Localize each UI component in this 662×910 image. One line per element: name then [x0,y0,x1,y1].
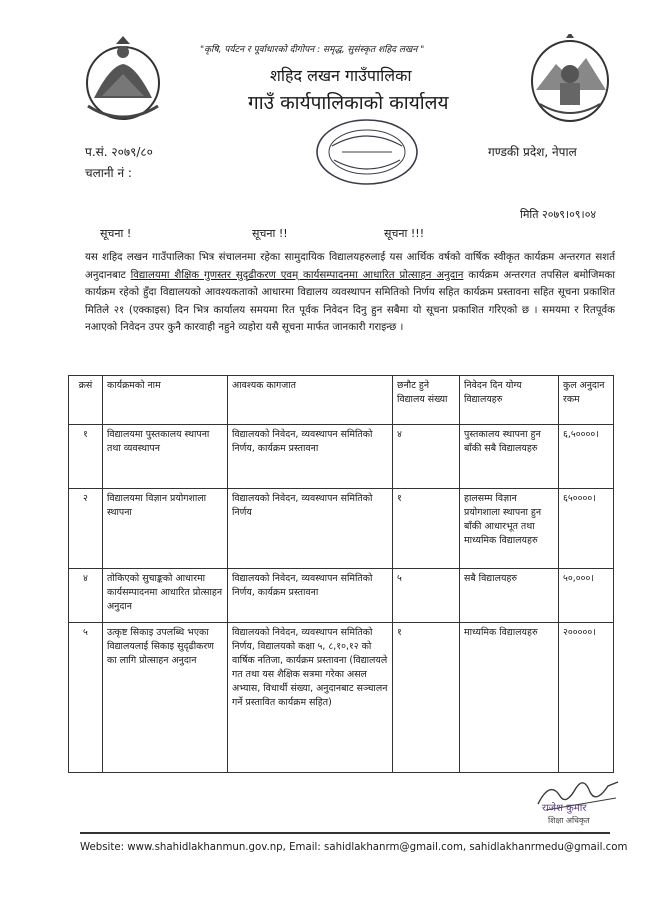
cell-serial: ५ [69,623,103,773]
province-name: गण्डकी प्रदेश, नेपाल [488,145,577,159]
col-school-count: छनौट हुने विद्यालय संख्या [393,376,460,425]
cell-school-count: १ [393,623,460,773]
notice-body [85,249,615,337]
col-required-documents: आवश्यक कागजात [228,376,393,425]
cell-serial: ४ [69,569,103,623]
cell-program-name: विद्यालयमा पुस्तकालय स्थापना तथा व्यवस्थापन [103,425,228,489]
footer-contact: Website: www.shahidlakhanmun.gov.np, Email: sahidlakhanrm@gmail.com, sahidlakhanrmedu@gmail.com [80,842,628,853]
cell-serial: २ [69,489,103,569]
cell-required-documents: विद्यालयको निवेदन, व्यवस्थापन समितिको निर्णय, कार्यक्रम प्रस्तावना [228,425,393,489]
table-row [69,425,614,489]
cell-total-grant: ५०,०००। [559,569,614,623]
col-serial: क्रसं [69,376,103,425]
cell-school-count: १ [393,489,460,569]
body-text-part1: यस शहिद लखन गाउँपालिका भित्र संचालनमा रहेका सामुदायिक विद्यालयहरुलाई यस आर्थिक वर्षको वार्षिक स्वीकृत कार्यक्रम अन्तरगत सशर्त अनुदानबाट [85,252,615,281]
col-program-name: कार्यक्रमको नाम [103,376,228,425]
nepal-government-emblem-icon [80,36,166,126]
cell-required-documents: विद्यालयको निवेदन, व्यवस्थापन समितिको निर्णय, विद्यालयको कक्षा ५, ८,१०,१२ को वार्षिक नतिजा, कार्यक्रम प्रस्तावना (विद्यालयले गत तथा यस शैक्षिक सत्रमा गरेका असल अभ्यास, विधार्थी संख्या, अनुदानबाट सञ्चालन गर्ने प्रस्तावित कार्यक्रम सहित) [228,623,393,773]
table-row [69,623,614,773]
cell-total-grant: २०००००। [559,623,614,773]
cell-eligible-schools: सबै विद्यालयहरु [460,569,559,623]
footer-divider [80,832,610,834]
cell-eligible-schools: माध्यमिक विद्यालयहरु [460,623,559,773]
table-row [69,489,614,569]
cell-total-grant: ६,५००००। [559,425,614,489]
cell-serial: १ [69,425,103,489]
slogan: "कृषि, पर्यटन र पूर्वाधारको दीगोपन : समृद्ध, सुसंस्कृत शहिद लखन " [200,45,425,55]
notice-word-1: सूचना ! [100,227,132,240]
office-name: शहिद लखन गाउँपालिका [270,66,412,85]
cell-program-name: विद्यालयमा विज्ञान प्रयोगशाला स्थापना [103,489,228,569]
table-header-row [69,376,614,425]
signatory-name: राजेश कुमार [542,803,587,814]
municipality-logo-icon [526,34,614,124]
office-stamp-icon [312,116,422,192]
program-title-underlined: विद्यालयमा शैक्षिक गुणस्तर सुदृढीकरण एवम् कार्यसम्पादनमा आधारित प्रोत्साहन अनुदान [130,269,464,281]
office-title: गाउँ कार्यपालिकाको कार्यालय [248,92,449,114]
col-eligible-schools: निवेदन दिन योग्य विद्यालयहरु [460,376,559,425]
notice-word-2: सूचना !! [252,227,288,240]
cell-eligible-schools: हालसम्म विज्ञान प्रयोगशाला स्थापना हुन बाँकी आधारभूत तथा माध्यमिक विद्यालयहरु [460,489,559,569]
cell-eligible-schools: पुस्तकालय स्थापना हुन बाँकी सबै विद्यालयहरु [460,425,559,489]
cell-required-documents: विद्यालयको निवेदन, व्यवस्थापन समितिको निर्णय, कार्यक्रम प्रस्तावना [228,569,393,623]
col-total-grant: कुल अनुदान रकम [559,376,614,425]
cell-program-name: तोकिएको सुचाङ्कको आधारमा कार्यसम्पादनमा आधारित प्रोत्साहन अनुदान [103,569,228,623]
cell-school-count: ५ [393,569,460,623]
reference-number: प.सं. २०७९/८० [85,145,153,159]
cell-required-documents: विद्यालयको निवेदन, व्यवस्थापन समितिको निर्णय [228,489,393,569]
table-row [69,569,614,623]
cell-school-count: ४ [393,425,460,489]
notice-word-3: सूचना !!! [384,227,425,240]
cell-program-name: उत्कृष्ट सिकाइ उपलब्धि भएका विद्यालयलाई सिकाइ सुदृढीकरण का लागि प्रोत्साहन अनुदान [103,623,228,773]
body-text-part2: कार्यक्रम अन्तरगत तपसिल बमोजिमका कार्यक्रम रहेको हुँदा विद्यालयको आवश्यकताको आधारमा विद्यालय व्यवस्थापन समितिको निर्णय सहित कार्यक्रम प्रस्तावना सहित सूचना प्रकाशित मितिले २१ (एक्काइस) दिन भित्र कार्यालय समयमा रित पूर्वक निवेदन दिनु हुन सबैमा यो सूचना प्रकाशित गरिएको छ । समयमा र रितपूर्वक नआएको निवेदन उपर कुनै कारवाही नहुने व्यहोरा यसै सूचना मार्फत जानकारी गराइन्छ । [85,269,615,333]
dispatch-number: चलानी नं : [85,166,132,180]
notice-date: मिति २०७९।०९।०४ [520,208,597,221]
signatory-title: शिक्षा अधिकृत [548,816,590,825]
program-table [68,375,614,773]
cell-total-grant: ६५००००। [559,489,614,569]
